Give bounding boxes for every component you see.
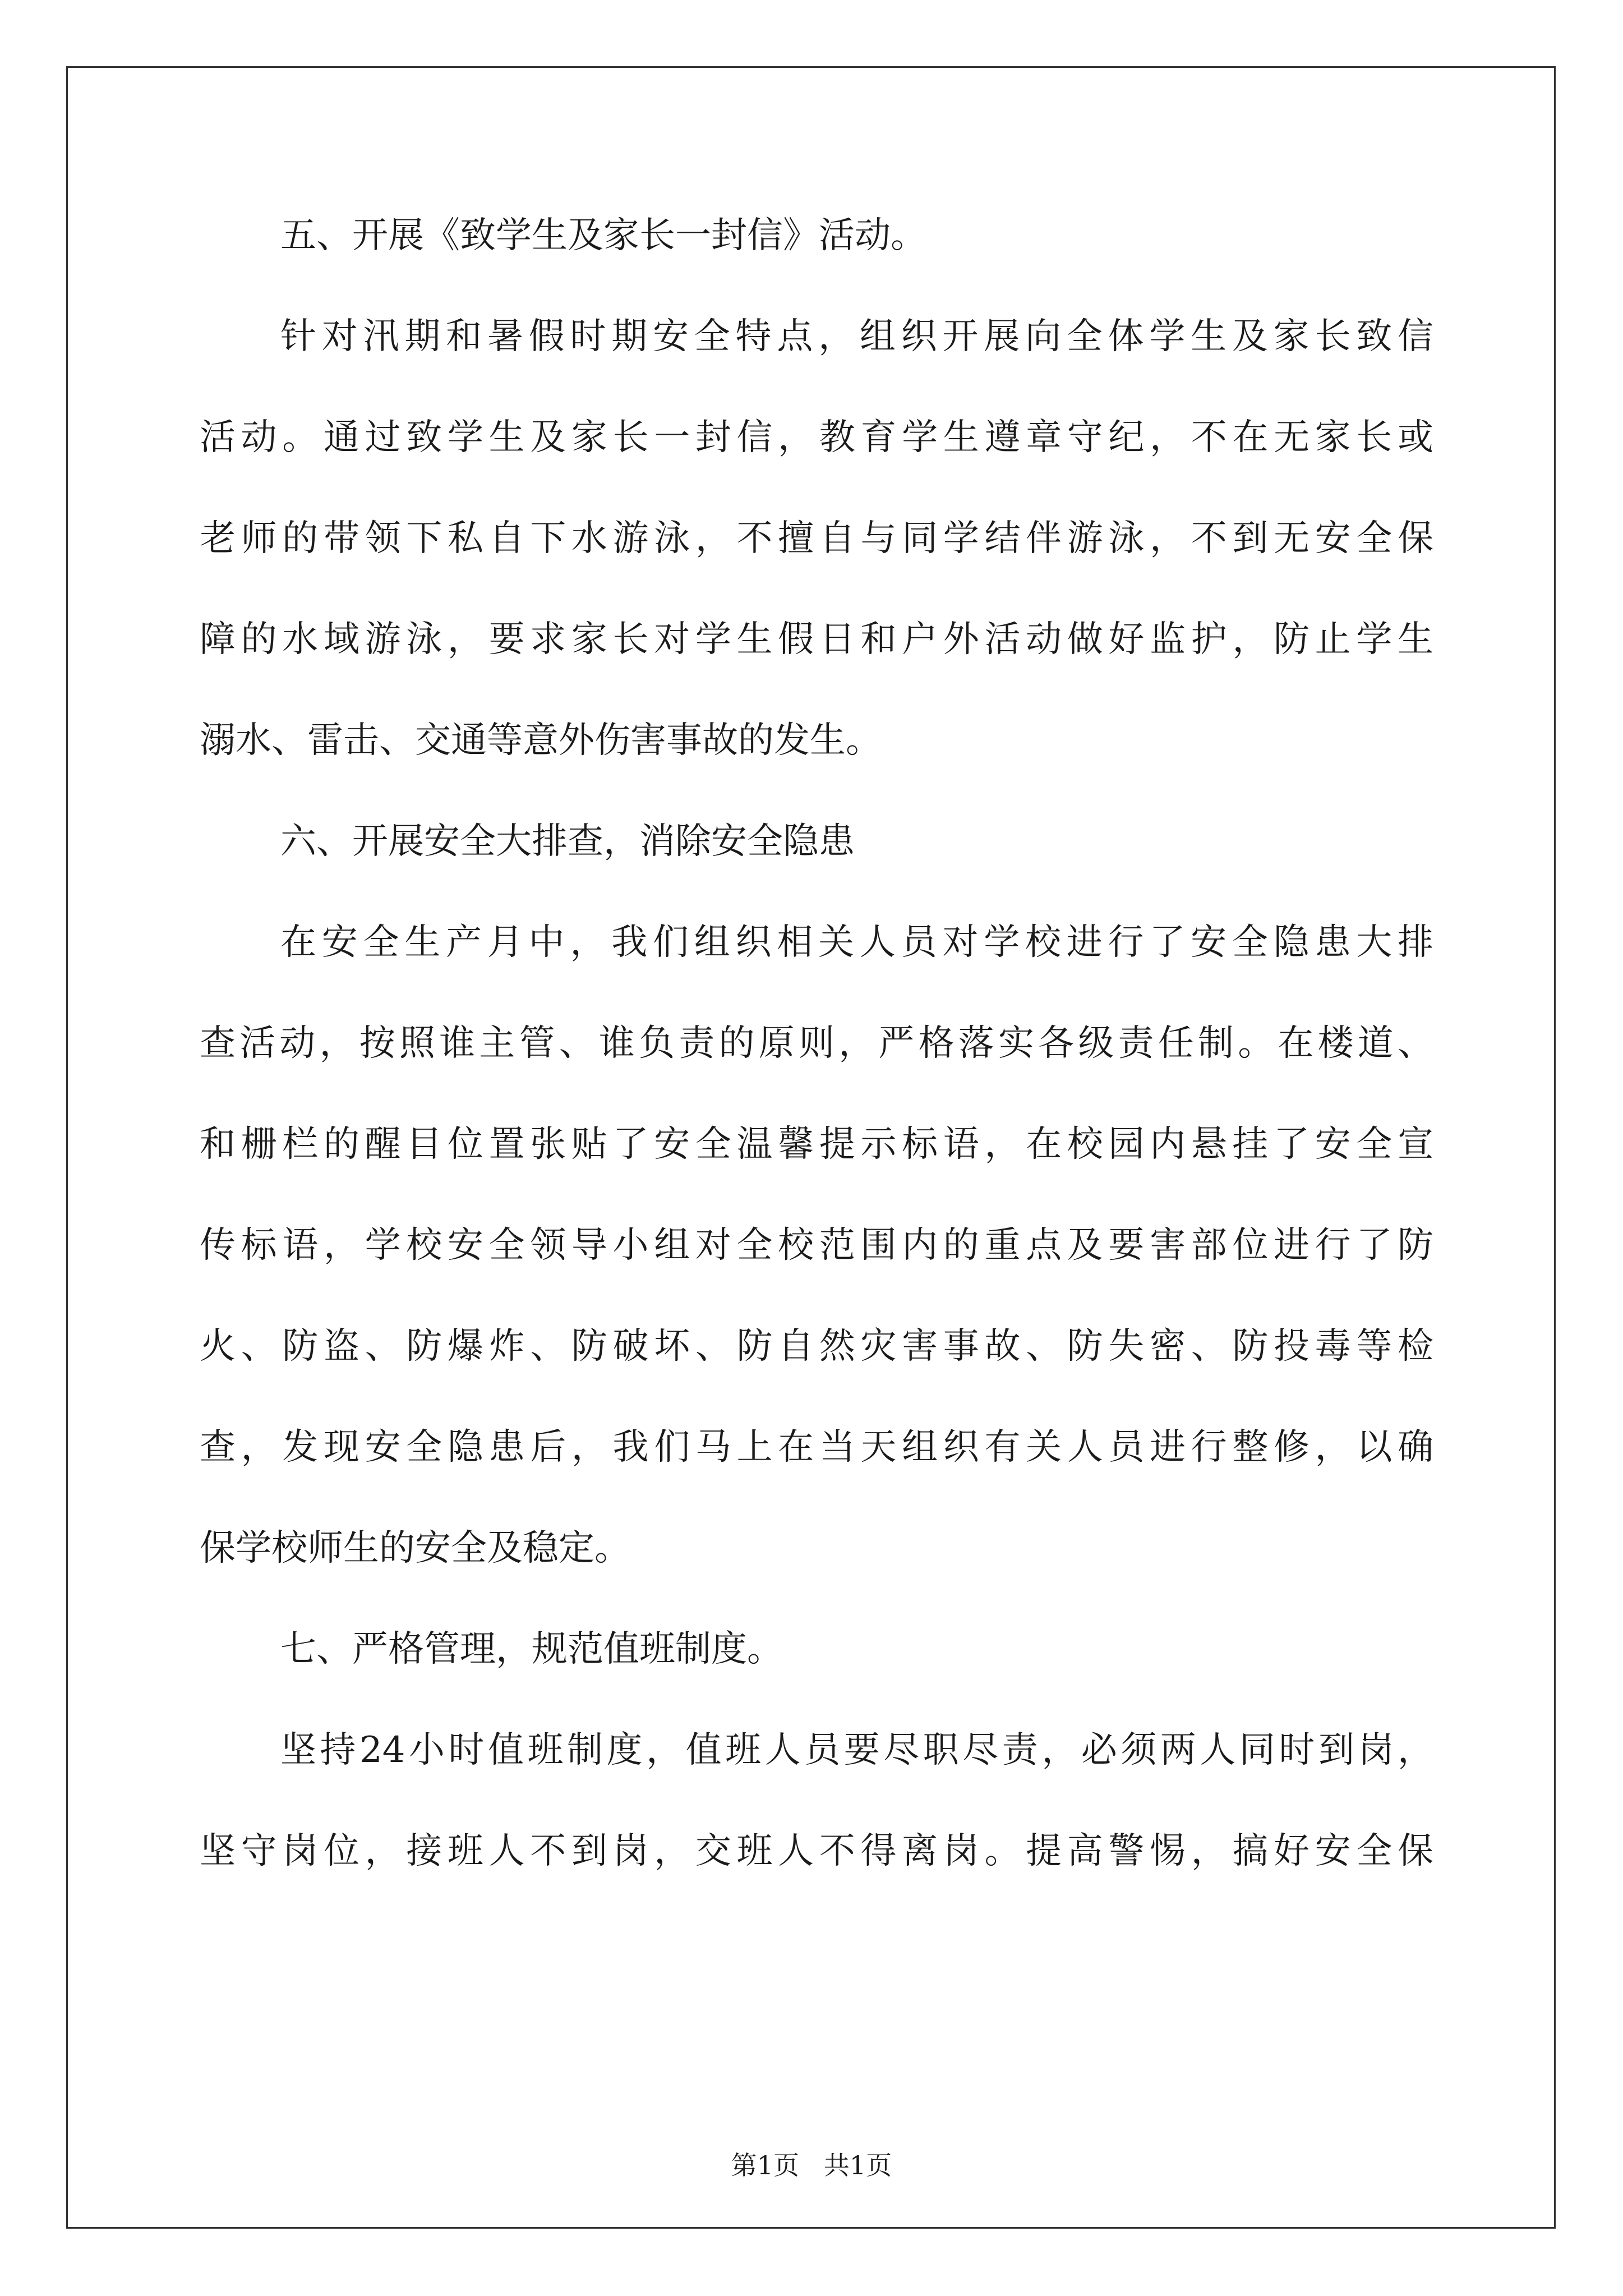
paragraph-line: 活动。通过致学生及家长一封信，教育学生遵章守纪，不在无家长或 bbox=[200, 417, 1433, 458]
section-heading-7: 七、严格管理，规范值班制度。 bbox=[280, 1628, 783, 1670]
paragraph-line: 查活动，按照谁主管、谁负责的原则，严格落实各级责任制。在楼道、 bbox=[200, 1023, 1433, 1064]
paragraph-line: 在安全生产月中，我们组织相关人员对学校进行了安全隐患大排 bbox=[280, 922, 1433, 963]
paragraph-line: 坚守岗位，接班人不到岗，交班人不得离岗。提高警惕，搞好安全保 bbox=[200, 1830, 1433, 1872]
paragraph-line: 障的水域游泳，要求家长对学生假日和户外活动做好监护，防止学生 bbox=[200, 619, 1433, 660]
paragraph-line: 查，发现安全隐患后，我们马上在当天组织有关人员进行整修，以确 bbox=[200, 1427, 1433, 1468]
page-footer: 第1页 共1页 bbox=[731, 2150, 892, 2180]
paragraph-line: 老师的带领下私自下水游泳，不擅自与同学结伴游泳，不到无安全保 bbox=[200, 518, 1433, 559]
paragraph-line: 溺水、雷击、交通等意外伤害事故的发生。 bbox=[200, 720, 882, 761]
section-heading-6: 六、开展安全大排查，消除安全隐患 bbox=[280, 821, 855, 862]
paragraph-line: 火、防盗、防爆炸、防破坏、防自然灾害事故、防失密、防投毒等检 bbox=[200, 1326, 1433, 1367]
paragraph-line: 和栅栏的醒目位置张贴了安全温馨提示标语，在校园内悬挂了安全宣 bbox=[200, 1124, 1433, 1165]
paragraph-line: 坚持24小时值班制度，值班人员要尽职尽责，必须两人同时到岗， bbox=[280, 1729, 1433, 1771]
paragraph-line: 传标语，学校安全领导小组对全校范围内的重点及要害部位进行了防 bbox=[200, 1225, 1433, 1266]
paragraph-line: 保学校师生的安全及稳定。 bbox=[200, 1527, 630, 1569]
paragraph-line: 针对汛期和暑假时期安全特点，组织开展向全体学生及家长致信 bbox=[280, 316, 1433, 357]
section-heading-5: 五、开展《致学生及家长一封信》活动。 bbox=[280, 215, 926, 256]
